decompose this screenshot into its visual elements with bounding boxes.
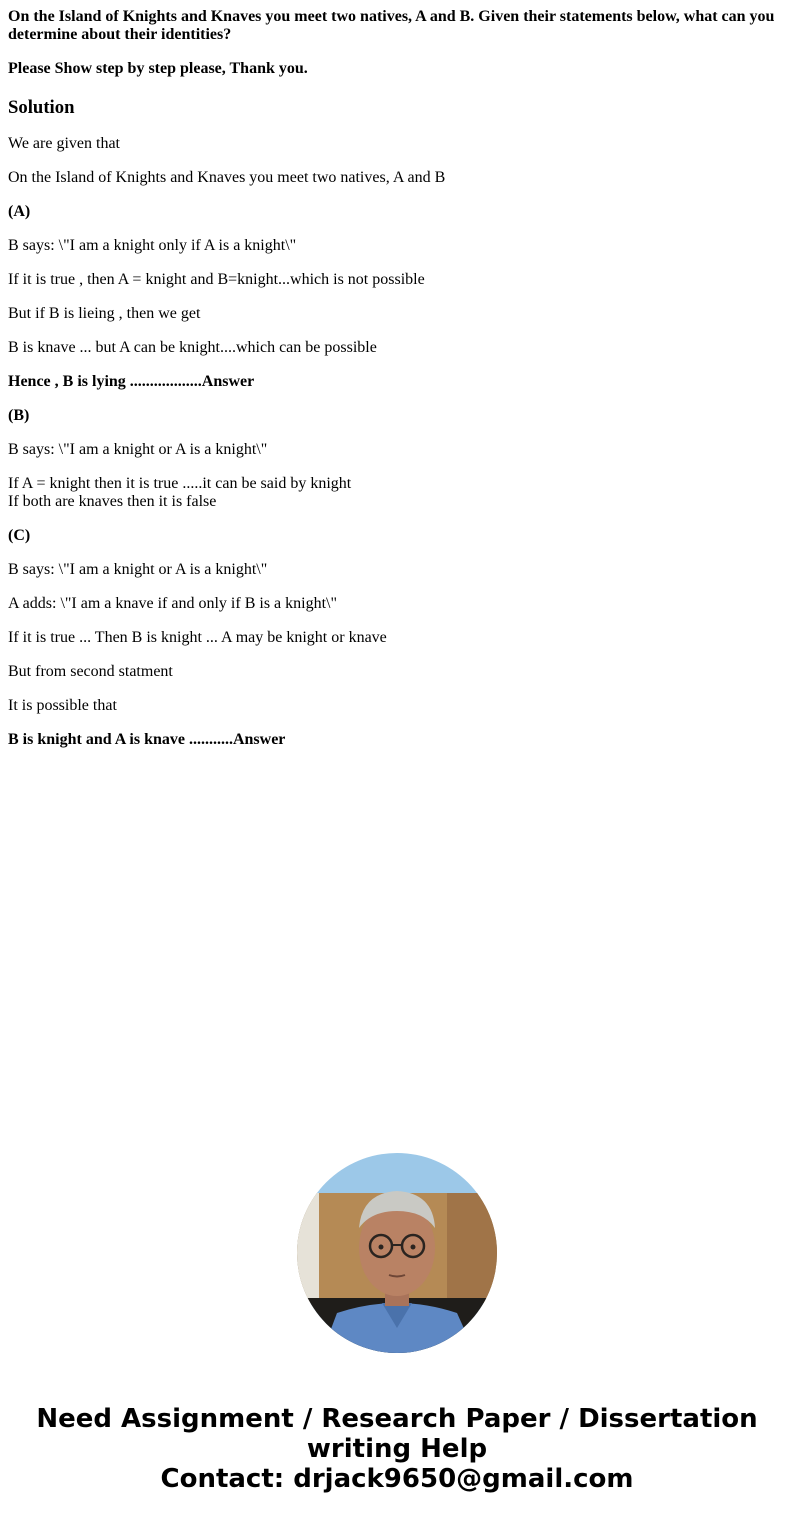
solution-line-text: Hence , B is lying ..................Answer bbox=[8, 373, 255, 390]
solution-line-text: B is knight and A is knave ...........Answer bbox=[8, 731, 286, 748]
author-avatar bbox=[297, 1153, 497, 1353]
author-photo bbox=[297, 1153, 497, 1353]
promo-banner bbox=[0, 1404, 794, 1494]
solution-line bbox=[8, 237, 786, 255]
solution-heading: Solution bbox=[8, 97, 75, 118]
promo-line-3: Contact: drjack9650@gmail.com bbox=[160, 1464, 634, 1494]
question-title: On the Island of Knights and Knaves you meet two natives, A and B. Given their statements below, what can you determine about their identities? bbox=[8, 8, 775, 43]
solution-line-text: (B) bbox=[8, 407, 30, 424]
solution-line-text: If it is true , then A = knight and B=knight...which is not possible bbox=[8, 271, 425, 288]
solution-line-text: But from second statment bbox=[8, 663, 173, 680]
solution-line-text: B says: \"I am a knight or A is a knight\" bbox=[8, 441, 268, 458]
solution-line bbox=[8, 697, 786, 715]
solution-line-text: It is possible that bbox=[8, 697, 117, 714]
solution-line-text: B says: \"I am a knight or A is a knight\" bbox=[8, 561, 268, 578]
solution-line bbox=[8, 731, 786, 749]
question-subtitle: Please Show step by step please, Thank you. bbox=[8, 60, 308, 77]
promo-line-1: Need Assignment / Research Paper / Dissertation bbox=[36, 1404, 758, 1434]
solution-line-text: But if B is lieing , then we get bbox=[8, 305, 201, 322]
solution-line bbox=[8, 663, 786, 681]
solution-line-text: (A) bbox=[8, 203, 31, 220]
promo-line-2: writing Help bbox=[306, 1434, 488, 1464]
solution-line bbox=[8, 595, 786, 613]
solution-line-text: On the Island of Knights and Knaves you meet two natives, A and B bbox=[8, 169, 446, 186]
solution-line-text: We are given that bbox=[8, 135, 120, 152]
solution-lines bbox=[8, 135, 786, 749]
solution-line bbox=[8, 135, 786, 153]
solution-line bbox=[8, 441, 786, 459]
solution-line bbox=[8, 475, 786, 511]
solution-line bbox=[8, 305, 786, 323]
solution-line bbox=[8, 339, 786, 357]
solution-line bbox=[8, 527, 786, 545]
solution-line-text: B says: \"I am a knight only if A is a knight\" bbox=[8, 237, 297, 254]
solution-line-text: If both are knaves then it is false bbox=[8, 493, 217, 510]
document-body bbox=[8, 8, 786, 765]
solution-line bbox=[8, 169, 786, 187]
solution-line bbox=[8, 271, 786, 289]
solution-line bbox=[8, 407, 786, 425]
solution-line bbox=[8, 561, 786, 579]
solution-line bbox=[8, 629, 786, 647]
solution-line-text: B is knave ... but A can be knight....which can be possible bbox=[8, 339, 377, 356]
solution-line-text: If A = knight then it is true .....it can be said by knight bbox=[8, 475, 352, 492]
solution-line-text: (C) bbox=[8, 527, 31, 544]
solution-line-text: If it is true ... Then B is knight ... A may be knight or knave bbox=[8, 629, 387, 646]
solution-line bbox=[8, 203, 786, 221]
solution-line bbox=[8, 373, 786, 391]
solution-line-text: A adds: \"I am a knave if and only if B is a knight\" bbox=[8, 595, 338, 612]
